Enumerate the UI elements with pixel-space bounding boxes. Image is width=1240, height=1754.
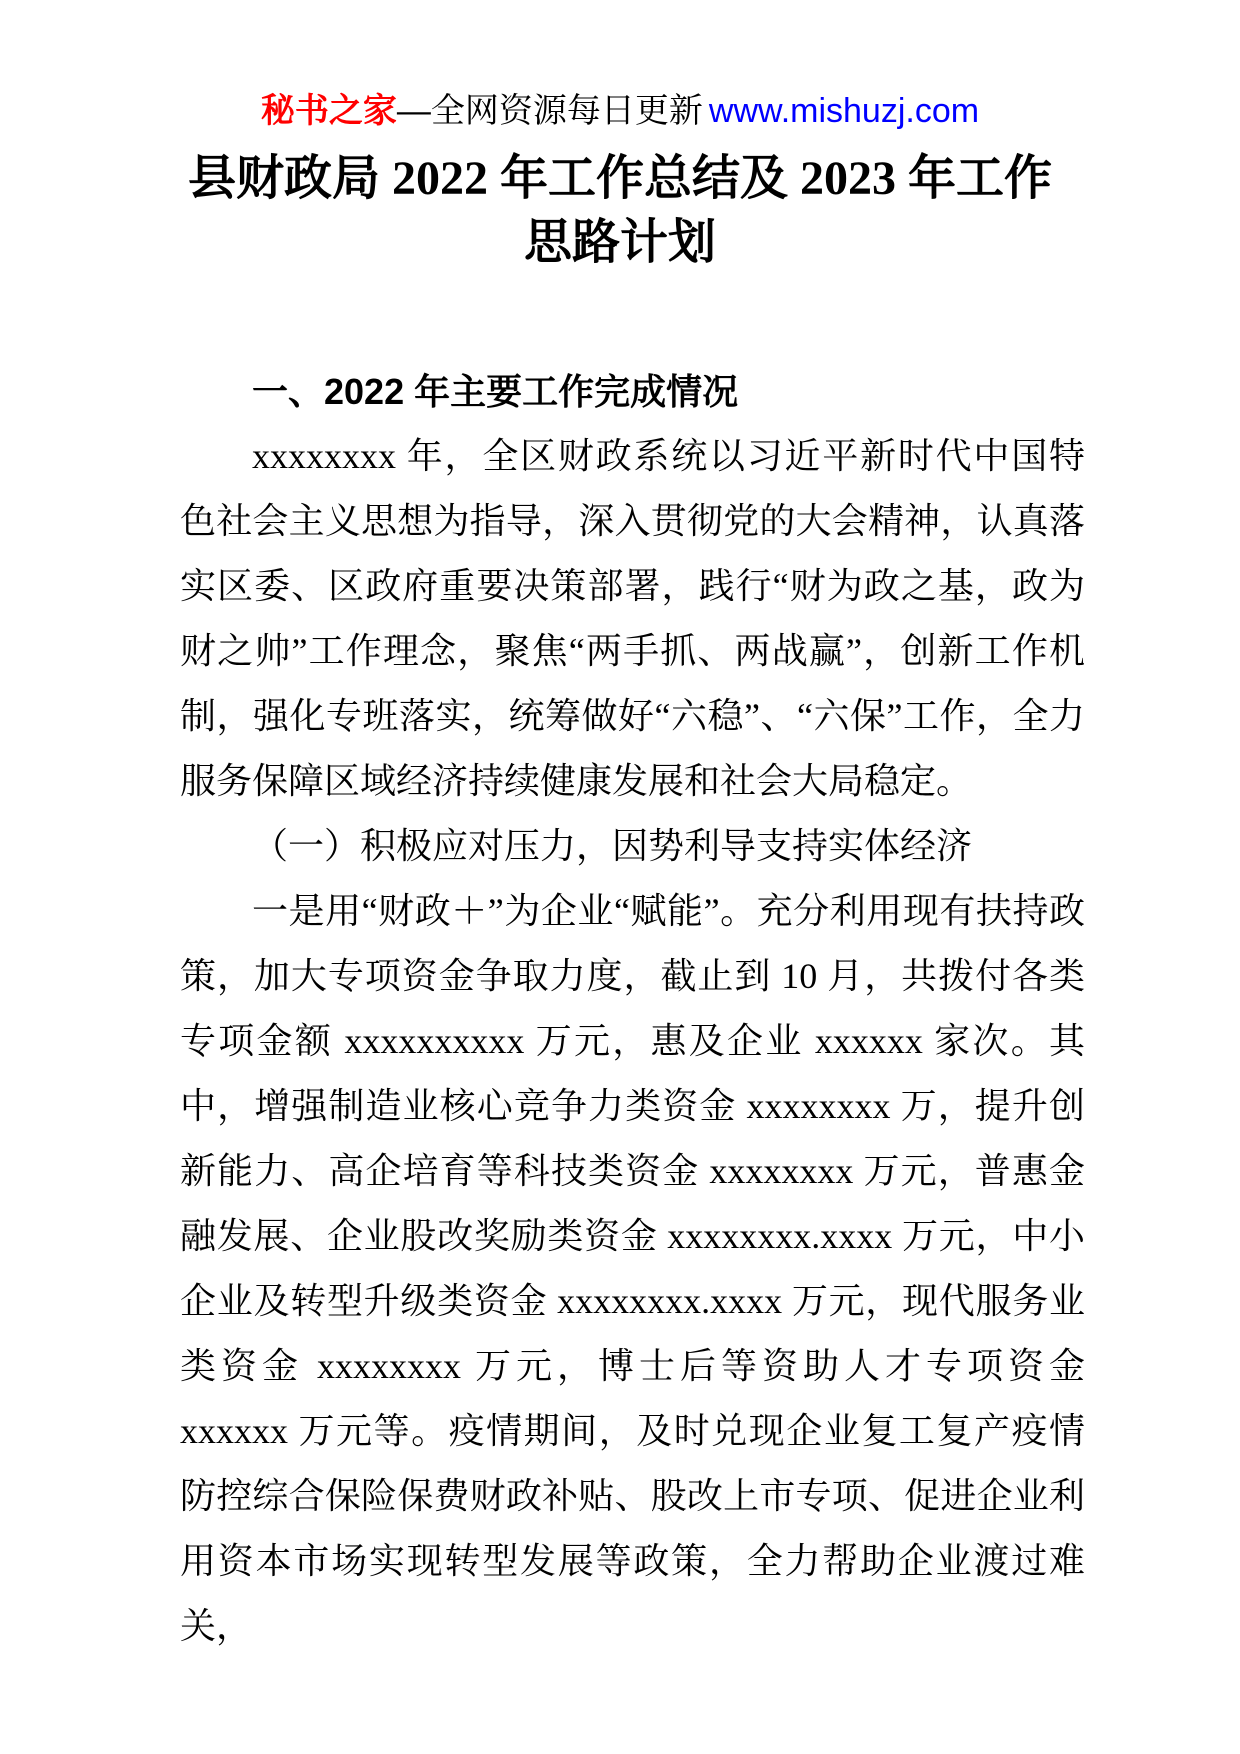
document-title: 县财政局 2022 年工作总结及 2023 年工作思路计划 [187,151,1052,269]
site-brand: 秘书之家 [260,92,397,130]
site-header [0,0,1240,133]
site-url-link[interactable]: www.mishuzj.com [708,92,980,130]
section-1-paragraph: xxxxxxxx 年，全区财政系统以习近平新时代中国特色社会主义思想为指导，深入贯彻党的大会精神，认真落实区委、区政府重要决策部署，践行“财为政之基，政为财之帅”工作理念，聚焦“两手抓、两战赢”，创新工作机制，强化专班落实，统筹做好“六稳”、“六保”工作，全力服务保障区域经济持续健康发展和社会大局稳定。 [180,435,1085,801]
document-body [180,359,1085,1659]
section-1-heading: 一、2022 年主要工作完成情况 [252,370,739,412]
site-tagline: —全网资源每日更新 [396,92,703,130]
subsection-1-heading: （一）积极应对压力，因势利导支持实体经济 [252,825,973,866]
subsection-1-paragraph: 一是用“财政＋”为企业“赋能”。充分利用现有扶持政策，加大专项资金争取力度，截止到 10 月，共拨付各类专项金额 xxxxxxxxxx 万元，惠及企业 xxxxxx 家次。其中，增强制造业核心竞争力类资金 xxxxxxxx 万，提升创新能力、高企培育等科技类资金 xxxxxxxx 万元，普惠金融发展、企业股改奖励类资金 xxxxxxxx.xxxx 万元，中小企业及转型升级类资金 xxxxxxxx.xxxx 万元，现代服务业类资金 xxxxxxxx 万元，博士后等资助人才专项资金 xxxxxx 万元等。疫情期间，及时兑现企业复工复产疫情防控综合保险保费财政补贴、股改上市专项、促进企业利用资本市场实现转型发展等政策，全力帮助企业渡过难关， [180,890,1085,1646]
